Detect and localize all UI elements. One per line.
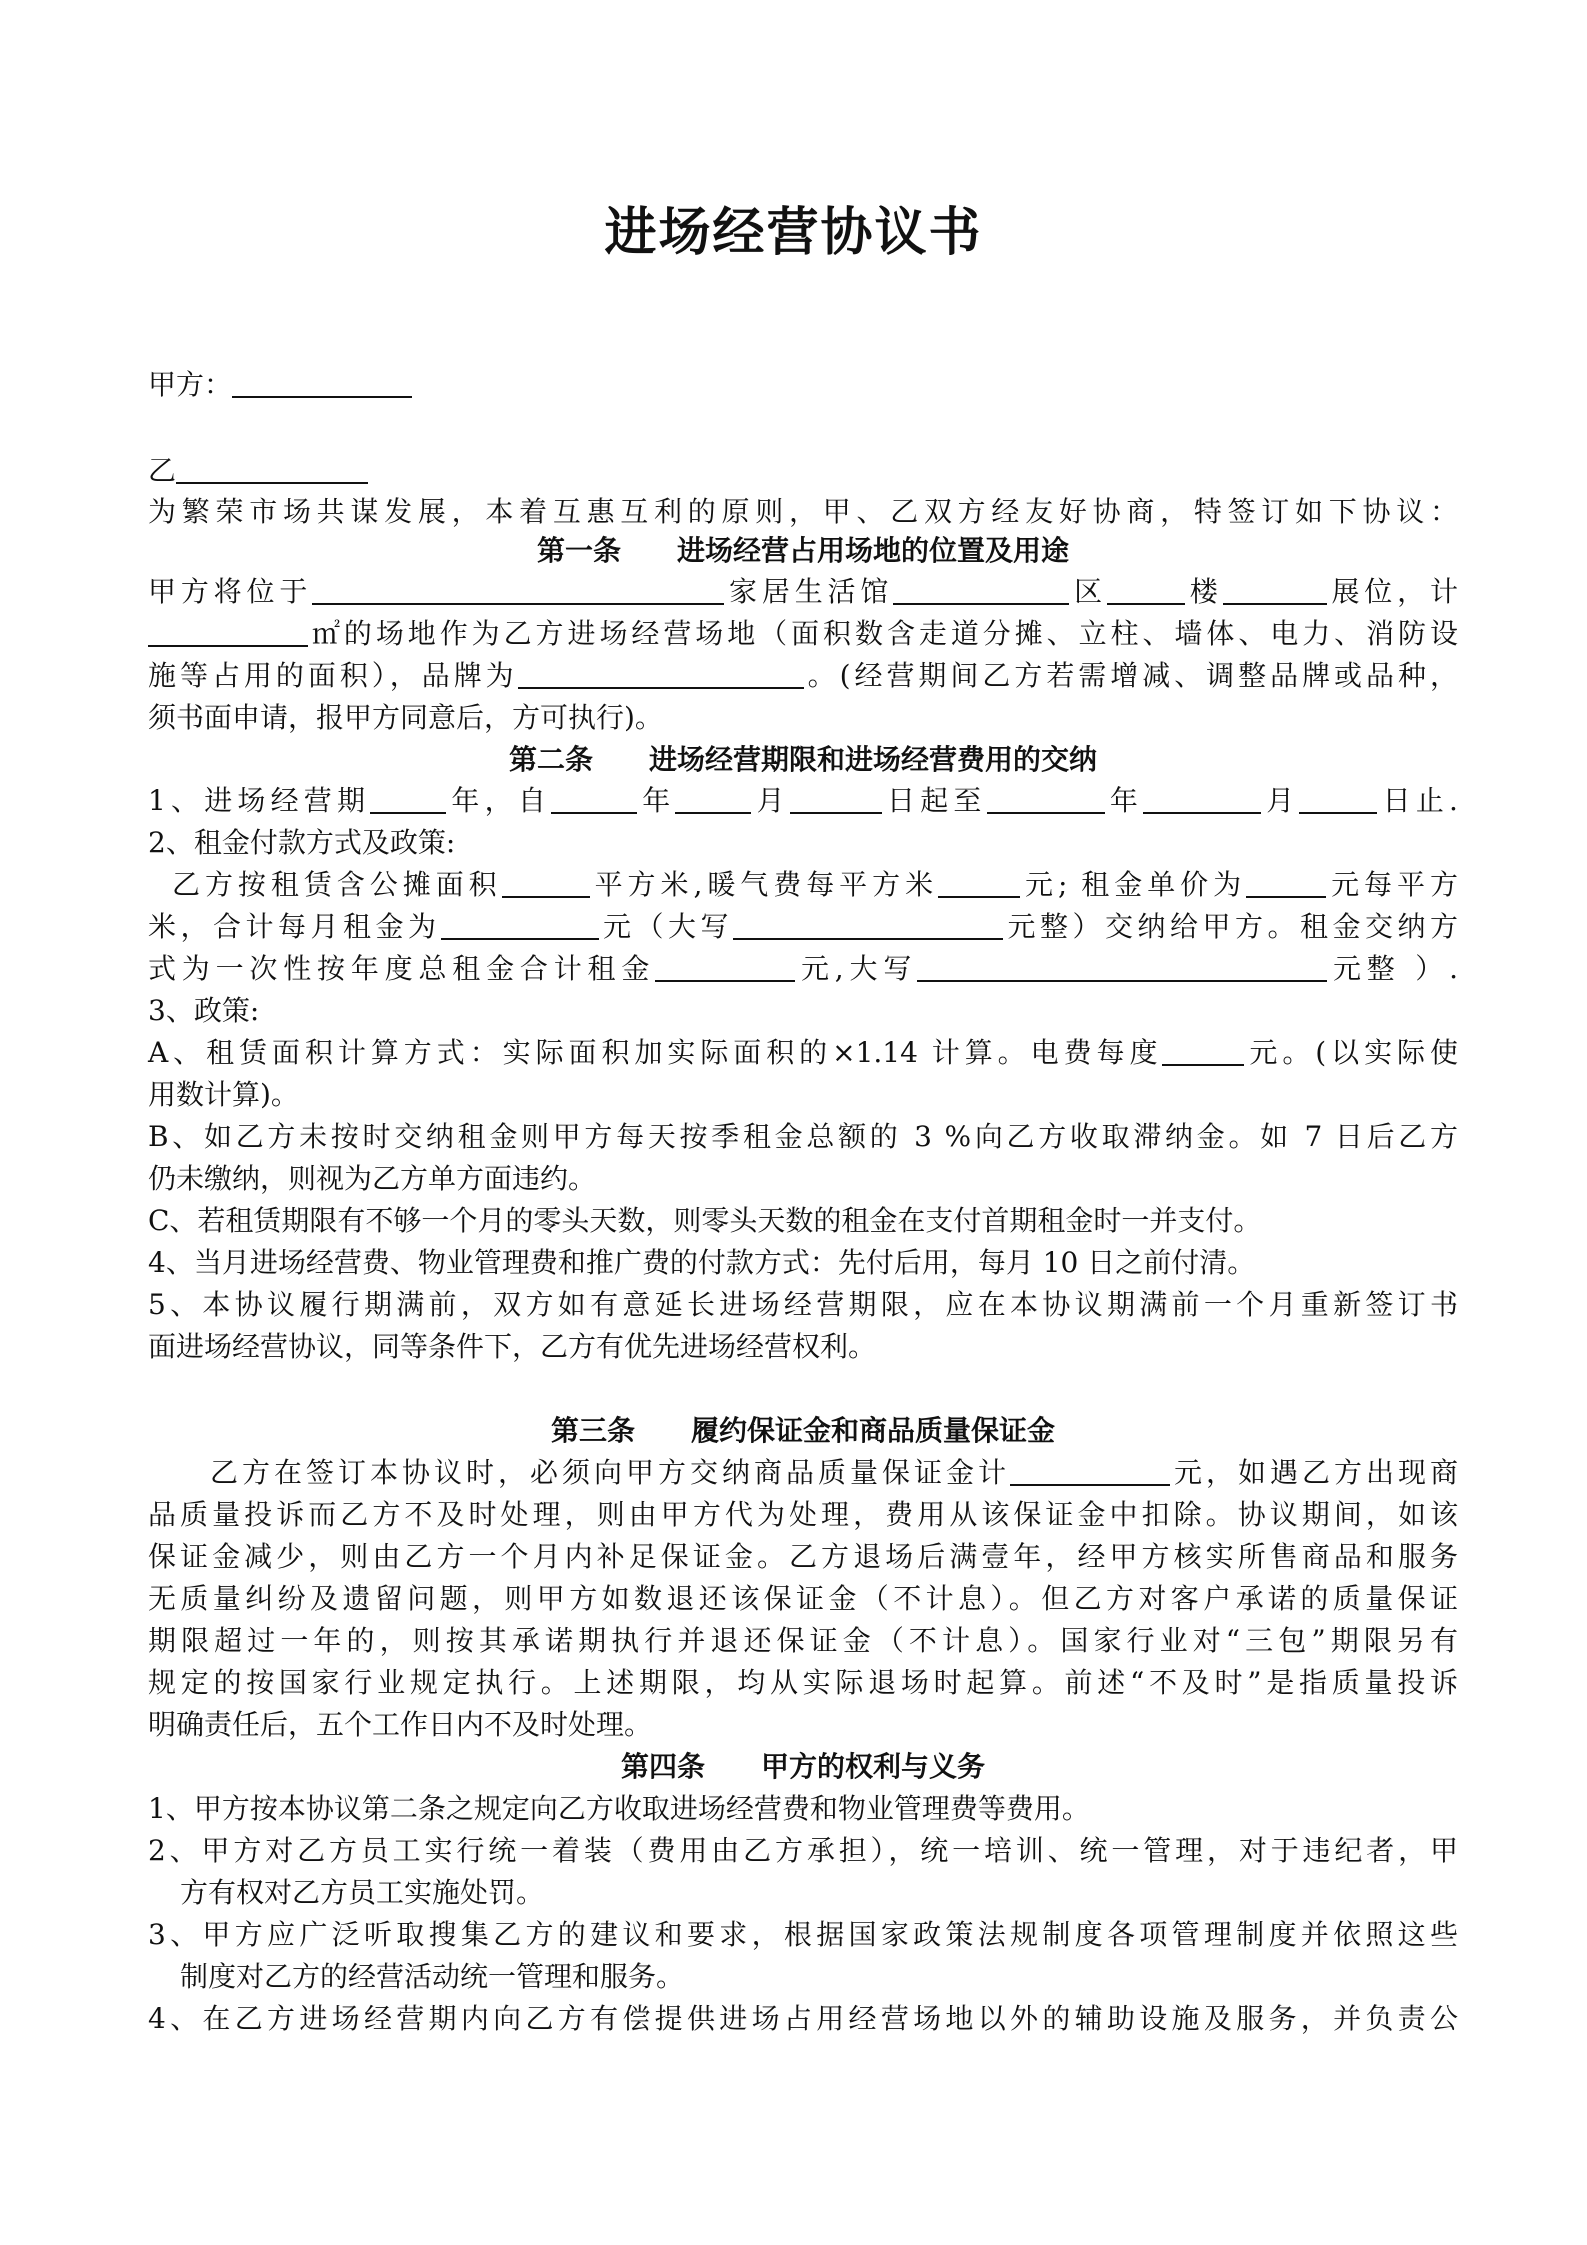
area-blank[interactable] [148, 615, 308, 647]
text-segment: 元每平方 [1326, 868, 1458, 901]
party-a-blank[interactable] [232, 366, 412, 398]
quality-deposit-blank[interactable] [1010, 1454, 1170, 1486]
article2-line3 [172, 864, 1458, 906]
article4-line6: 4、在乙方进场经营期内向乙方有偿提供进场占用经营场地以外的辅助设施及服务，并负责公 [148, 2002, 1458, 2035]
text-segment: 元,大写 [795, 952, 918, 985]
monthly-rent-words-blank[interactable] [733, 908, 1003, 940]
party-b-label: 乙 [148, 454, 177, 487]
text-segment: 日止. [1377, 784, 1458, 817]
article1-line1 [148, 571, 1458, 613]
article3-line4: 无质量纠纷及遗留问题，则甲方如数退还该保证金（不计息）。但乙方对客户承诺的质量保证 [148, 1582, 1458, 1615]
article3-heading: 第三条 履约保证金和商品质量保证金 [550, 1414, 1055, 1447]
end-day-blank[interactable] [1299, 782, 1377, 814]
text-segment: 元（大写 [598, 910, 733, 943]
text-segment: 甲方将位于 [148, 575, 313, 608]
monthly-rent-blank[interactable] [441, 908, 599, 940]
article3-line7: 明确责任后，五个工作日内不及时处理。 [148, 1708, 653, 1741]
annual-rent-words-blank[interactable] [917, 950, 1327, 982]
end-month-blank[interactable] [1143, 782, 1261, 814]
article4-line3: 方有权对乙方员工实施处罚。 [180, 1876, 545, 1909]
annual-rent-blank[interactable] [655, 950, 795, 982]
text-segment: 展位，计 [1326, 575, 1458, 608]
article1-line4: 须书面申请，报甲方同意后，方可执行)。 [148, 701, 663, 734]
heating-fee-blank[interactable] [938, 866, 1020, 898]
text-segment: 楼 [1184, 575, 1223, 608]
text-segment: ㎡的场地作为乙方进场经营场地（面积数含走道分摊、立柱、墙体、电力、消防设 [308, 617, 1458, 650]
article3-line1 [210, 1452, 1458, 1494]
party-a-label: 甲方： [148, 368, 233, 401]
article4-line2: 2、甲方对乙方员工实行统一着装（费用由乙方承担），统一培训、统一管理，对于违纪者，甲 [148, 1834, 1458, 1867]
article2-line9: B、如乙方未按时交纳租金则甲方每天按季租金总额的 3 %向乙方收取滞纳金。如 7 日后乙方 [148, 1120, 1458, 1153]
text-segment: 乙方在签订本协议时，必须向甲方交纳商品质量保证金计 [210, 1456, 1010, 1489]
article2-line5 [148, 948, 1458, 990]
text-segment: 月 [751, 784, 790, 817]
article2-line13: 5、本协议履行期满前，双方如有意延长进场经营期限，应在本协议期满前一个月重新签订书 [148, 1288, 1458, 1321]
party-b-line [148, 450, 1458, 492]
text-segment: 元，如遇乙方出现商 [1169, 1456, 1458, 1489]
text-segment: 家居生活馆 [724, 575, 894, 608]
start-day-blank[interactable] [790, 782, 882, 814]
article2-line11: C、若租赁期限有不够一个月的零头天数，则零头天数的租金在支付首期租金时一并支付。 [148, 1204, 1262, 1237]
article2-line1 [148, 780, 1458, 822]
text-segment: 日起至 [881, 784, 987, 817]
unit-price-blank[interactable] [1246, 866, 1326, 898]
article2-line4 [148, 906, 1458, 948]
article1-heading: 第一条 进场经营占用场地的位置及用途 [536, 534, 1069, 567]
zone-blank[interactable] [1107, 573, 1185, 605]
text-segment: 乙方按租赁含公摊面积 [172, 868, 502, 901]
text-segment: 月 [1261, 784, 1300, 817]
text-segment: 元整）交纳给甲方。租金交纳方 [1003, 910, 1458, 943]
article1-line2 [148, 613, 1458, 655]
shared-area-blank[interactable] [502, 866, 590, 898]
article4-heading: 第四条 甲方的权利与义务 [620, 1750, 985, 1783]
text-segment: 平方米,暖气费每平方米 [589, 868, 939, 901]
hall-blank[interactable] [893, 573, 1069, 605]
text-segment: 区 [1069, 575, 1107, 608]
start-month-blank[interactable] [675, 782, 751, 814]
end-year-blank[interactable] [987, 782, 1105, 814]
text-segment: 元。(以实际使 [1244, 1036, 1458, 1069]
text-segment: 元整 ）. [1327, 952, 1458, 985]
text-segment: 米，合计每月租金为 [148, 910, 441, 943]
text-segment: 1、进场经营期 [148, 784, 371, 817]
article2-line10: 仍未缴纳，则视为乙方单方面违约。 [148, 1162, 597, 1195]
floor-blank[interactable] [1223, 573, 1327, 605]
article2-line7 [148, 1032, 1458, 1074]
term-years-blank[interactable] [370, 782, 446, 814]
text-segment: 元; 租金单价为 [1020, 868, 1247, 901]
article4-line5: 制度对乙方的经营活动统一管理和服务。 [180, 1960, 685, 1993]
document-title: 进场经营协议书 [604, 202, 983, 263]
intro-paragraph: 为繁荣市场共谋发展，本着互惠互利的原则，甲、乙双方经友好协商，特签订如下协议： [148, 495, 1458, 528]
text-segment: A、租赁面积计算方式：实际面积加实际面积的×1.14 计算。电费每度 [148, 1036, 1163, 1069]
article2-line14: 面进场经营协议，同等条件下，乙方有优先进场经营权利。 [148, 1330, 877, 1363]
electricity-fee-blank[interactable] [1162, 1034, 1244, 1066]
start-year-blank[interactable] [551, 782, 637, 814]
article3-line6: 规定的按国家行业规定执行。上述期限，均从实际退场时起算。前述“不及时”是指质量投诉 [148, 1666, 1458, 1699]
article2-line2: 2、租金付款方式及政策: [148, 826, 456, 859]
text-segment: 年 [637, 784, 676, 817]
text-segment: 施等占用的面积），品牌为 [148, 659, 518, 692]
article4-line4: 3、甲方应广泛听取搜集乙方的建议和要求，根据国家政策法规制度各项管理制度并依照这些 [148, 1918, 1458, 1951]
article2-heading: 第二条 进场经营期限和进场经营费用的交纳 [508, 743, 1097, 776]
party-a-line [148, 364, 1458, 406]
text-segment: 年 [1104, 784, 1144, 817]
article4-line1: 1、甲方按本协议第二条之规定向乙方收取进场经营费和物业管理费等费用。 [148, 1792, 1090, 1825]
article3-line2: 品质量投诉而乙方不及时处理，则由甲方代为处理，费用从该保证金中扣除。协议期间，如该 [148, 1498, 1458, 1531]
article3-line3: 保证金减少，则由乙方一个月内补足保证金。乙方退场后满壹年，经甲方核实所售商品和服务 [148, 1540, 1458, 1573]
text-segment: 式为一次性按年度总租金合计租金 [148, 952, 656, 985]
text-segment: 。(经营期间乙方若需增减、调整品牌或品种， [803, 659, 1458, 692]
location-blank[interactable] [312, 573, 724, 605]
article2-line6: 3、政策: [148, 994, 260, 1027]
article3-line5: 期限超过一年的，则按其承诺期执行并退还保证金（不计息）。国家行业对“三包”期限另有 [148, 1624, 1458, 1657]
text-segment: 年，自 [446, 784, 552, 817]
article1-line3 [148, 655, 1458, 697]
article2-line8: 用数计算)。 [148, 1078, 299, 1111]
brand-blank[interactable] [518, 657, 804, 689]
article2-line12: 4、当月进场经营费、物业管理费和推广费的付款方式：先付后用，每月 10 日之前付清。 [148, 1246, 1256, 1279]
party-b-blank[interactable] [176, 452, 368, 484]
